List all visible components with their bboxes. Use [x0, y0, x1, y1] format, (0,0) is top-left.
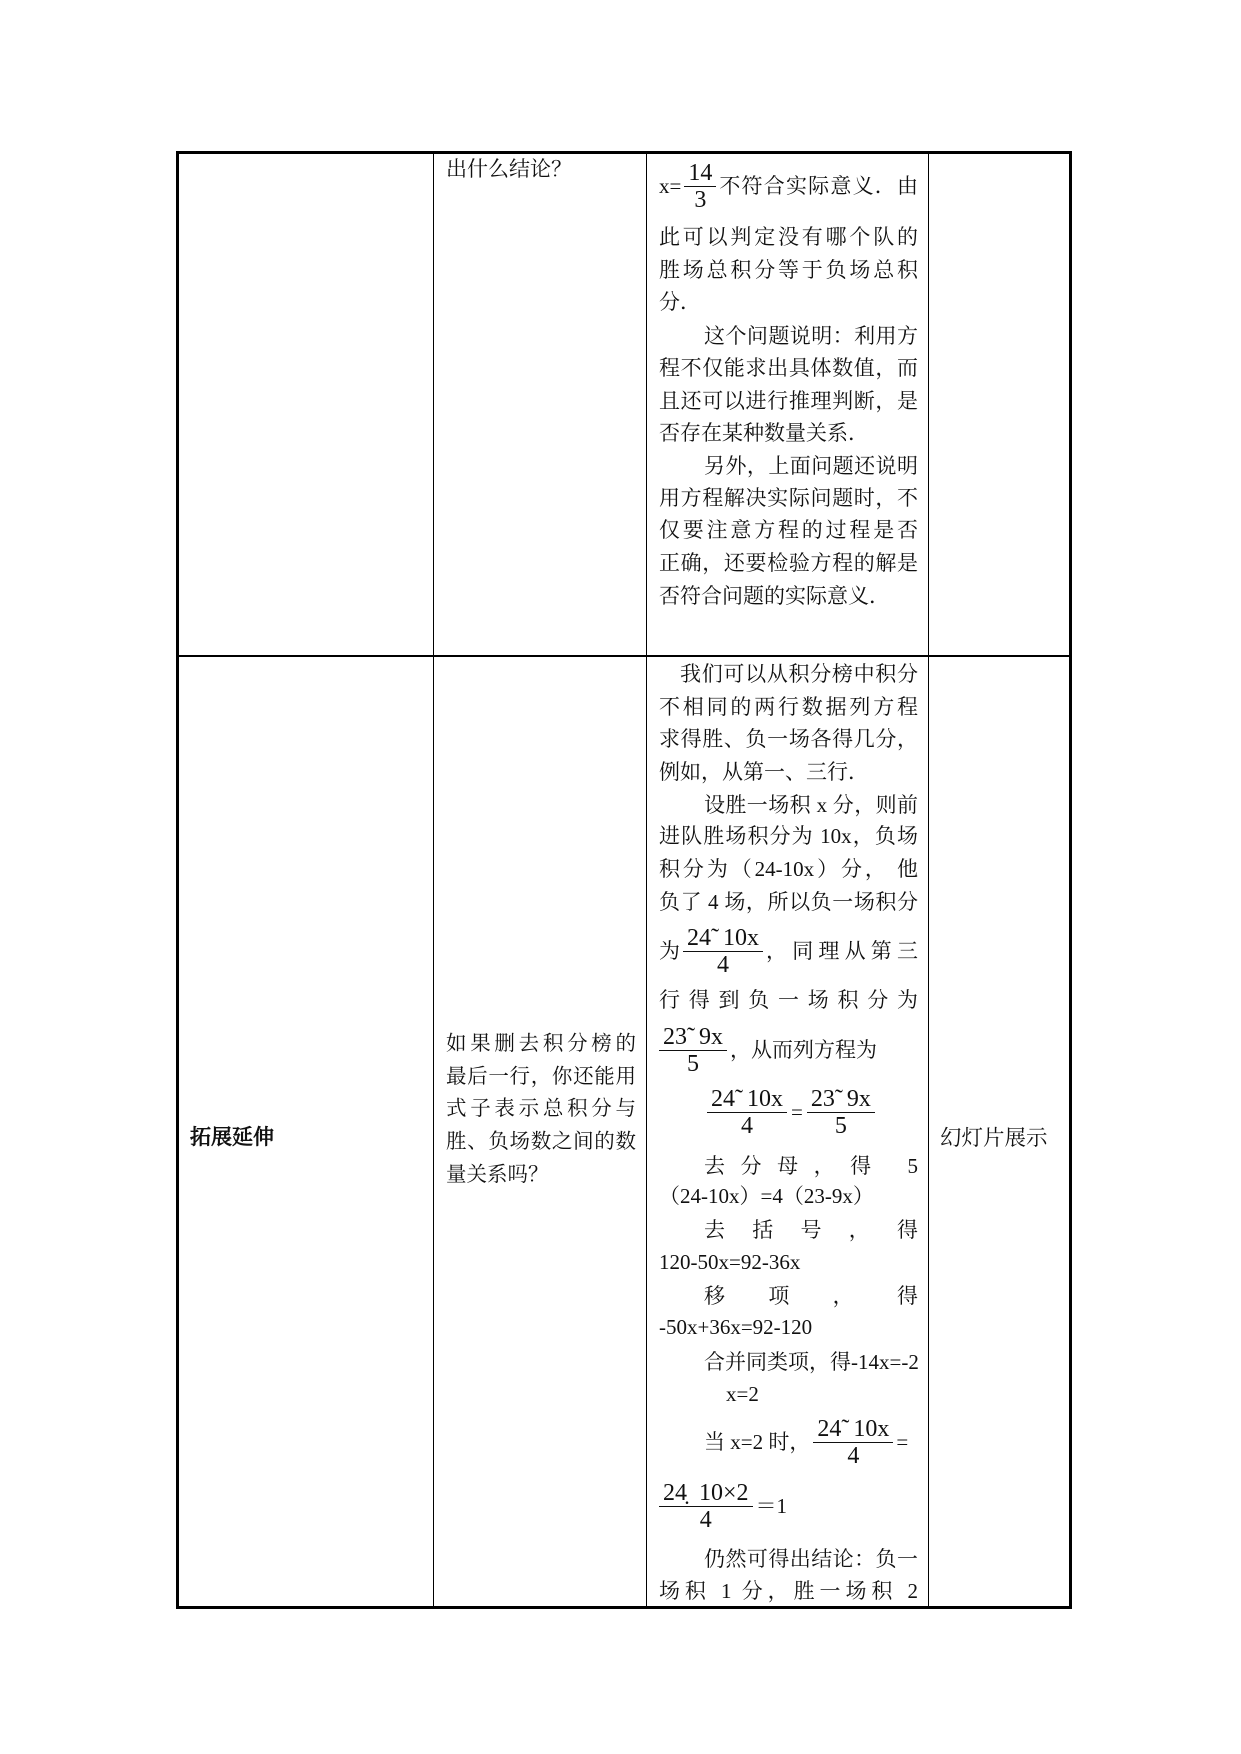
- fraction-numerator: 14: [684, 160, 716, 187]
- answer-line-with-fraction: [659, 923, 918, 979]
- question-line: 最后一行，你还能用: [446, 1066, 636, 1088]
- answer-line: 仍然可得出结论：负一: [704, 1547, 918, 1571]
- fraction-denominator: 4: [717, 951, 729, 978]
- answer-line-with-fraction: [659, 1478, 918, 1534]
- answer-line: 且还可以进行推理判断，是: [659, 389, 918, 413]
- answer-line: 去括号，得: [704, 1218, 918, 1242]
- answer-line-with-fraction: [659, 1414, 918, 1470]
- answer-line: 另外，上面问题还说明: [704, 454, 918, 478]
- answer-line: 120-50x=92-36x: [659, 1250, 801, 1274]
- answer-line: 我们可以从积分榜中积分: [680, 662, 918, 686]
- row-divider: [176, 655, 1072, 657]
- fraction: [807, 1086, 875, 1139]
- answer-line: 积分为（24-10x）分， 他: [659, 857, 918, 881]
- fraction-denominator: 4: [741, 1112, 753, 1139]
- column-divider: [928, 151, 929, 1609]
- question-line: 量关系吗？: [446, 1164, 549, 1186]
- answer-line: 程不仅能求出具体数值，而: [659, 356, 918, 380]
- answer-line: 合并同类项，得-14x=-2: [704, 1350, 919, 1374]
- expression-prefix: x=: [659, 174, 682, 198]
- answer-line: 去分母，得 5: [704, 1154, 918, 1178]
- fraction: [813, 1416, 893, 1469]
- equals-sign: =: [791, 1100, 803, 1124]
- answer-line: 移项，得: [704, 1284, 918, 1308]
- answer-line: 分．: [659, 290, 701, 314]
- answer-line: 用方程解决实际问题时，不: [659, 486, 918, 510]
- question-line: 式子表示总积分与: [446, 1098, 636, 1120]
- answer-line: 行得到负一场积分为: [659, 988, 918, 1012]
- question-line: 如果删去积分榜的: [446, 1033, 636, 1055]
- equation-line: [659, 1084, 918, 1140]
- answer-line: 设胜一场积 x 分，则前: [704, 793, 918, 817]
- fraction-denominator: 3: [694, 186, 707, 213]
- fraction: [707, 1086, 787, 1139]
- column-divider: [646, 151, 647, 1609]
- question-line: 出什么结论？: [446, 157, 572, 181]
- column-divider: [433, 151, 434, 1609]
- answer-line: 否符合问题的实际意义．: [659, 584, 890, 608]
- answer-line: 否存在某种数量关系．: [659, 421, 869, 445]
- answer-line: 不相同的两行数据列方程: [659, 695, 918, 719]
- answer-line: 这个问题说明：利用方: [704, 324, 918, 348]
- lesson-table-border: [176, 151, 1072, 1609]
- answer-line: 求得胜、负一场各得几分，: [659, 727, 918, 751]
- expression-suffix: 不符合实际意义．由: [719, 174, 918, 198]
- media-note: 幻灯片展示: [940, 1126, 1048, 1150]
- answer-line-with-fraction: [659, 1022, 918, 1078]
- fraction-numerator: 24̃ 10x: [683, 925, 763, 952]
- answer-line: x=2: [726, 1382, 759, 1406]
- expression-prefix: 为: [659, 939, 680, 963]
- answer-line: -50x+36x=92-120: [659, 1315, 813, 1339]
- fraction-denominator: 5: [687, 1050, 699, 1077]
- answer-line: 仅要注意方程的过程是否: [659, 518, 918, 542]
- expression-suffix: ，从而列方程为: [730, 1038, 877, 1062]
- fraction-denominator: 4: [699, 1506, 712, 1533]
- answer-line: 进队胜场积分为 10x，负场: [659, 824, 918, 848]
- expression-prefix: 当 x=2 时，: [704, 1430, 811, 1454]
- fraction-denominator: 4: [847, 1442, 860, 1469]
- stage-title: 拓展延伸: [190, 1126, 274, 1149]
- expression-suffix: =: [896, 1430, 909, 1454]
- answer-line-with-fraction: [659, 158, 918, 214]
- fraction-numerator: 24̃ 10x: [707, 1086, 787, 1113]
- fraction: [684, 160, 716, 213]
- answer-line: 此可以判定没有哪个队的: [659, 225, 918, 249]
- fraction-numerator: 24̃ 10x: [813, 1416, 893, 1443]
- expression-suffix: ＝1: [755, 1494, 788, 1518]
- answer-line: 胜场总积分等于负场总积: [659, 258, 918, 282]
- answer-line: 正确，还要检验方程的解是: [659, 551, 918, 575]
- expression-suffix: ，同理从第三: [766, 939, 918, 963]
- answer-line: 场积 1 分，胜一场积 2: [659, 1579, 918, 1603]
- fraction-numerator: 23̃ 9x: [807, 1086, 875, 1113]
- fraction: [659, 1024, 727, 1077]
- fraction-numerator: 24̣ 10×2: [659, 1480, 753, 1507]
- answer-line: （24-10x）=4（23-9x）: [659, 1184, 874, 1208]
- fraction-denominator: 5: [834, 1112, 847, 1139]
- fraction-numerator: 23̃ 9x: [659, 1024, 727, 1051]
- answer-line: 例如，从第一、三行．: [659, 760, 869, 784]
- fraction: [683, 925, 763, 978]
- fraction: [659, 1480, 753, 1533]
- question-line: 胜、负场数之间的数: [446, 1131, 636, 1153]
- answer-line: 负了 4 场，所以负一场积分: [659, 890, 918, 914]
